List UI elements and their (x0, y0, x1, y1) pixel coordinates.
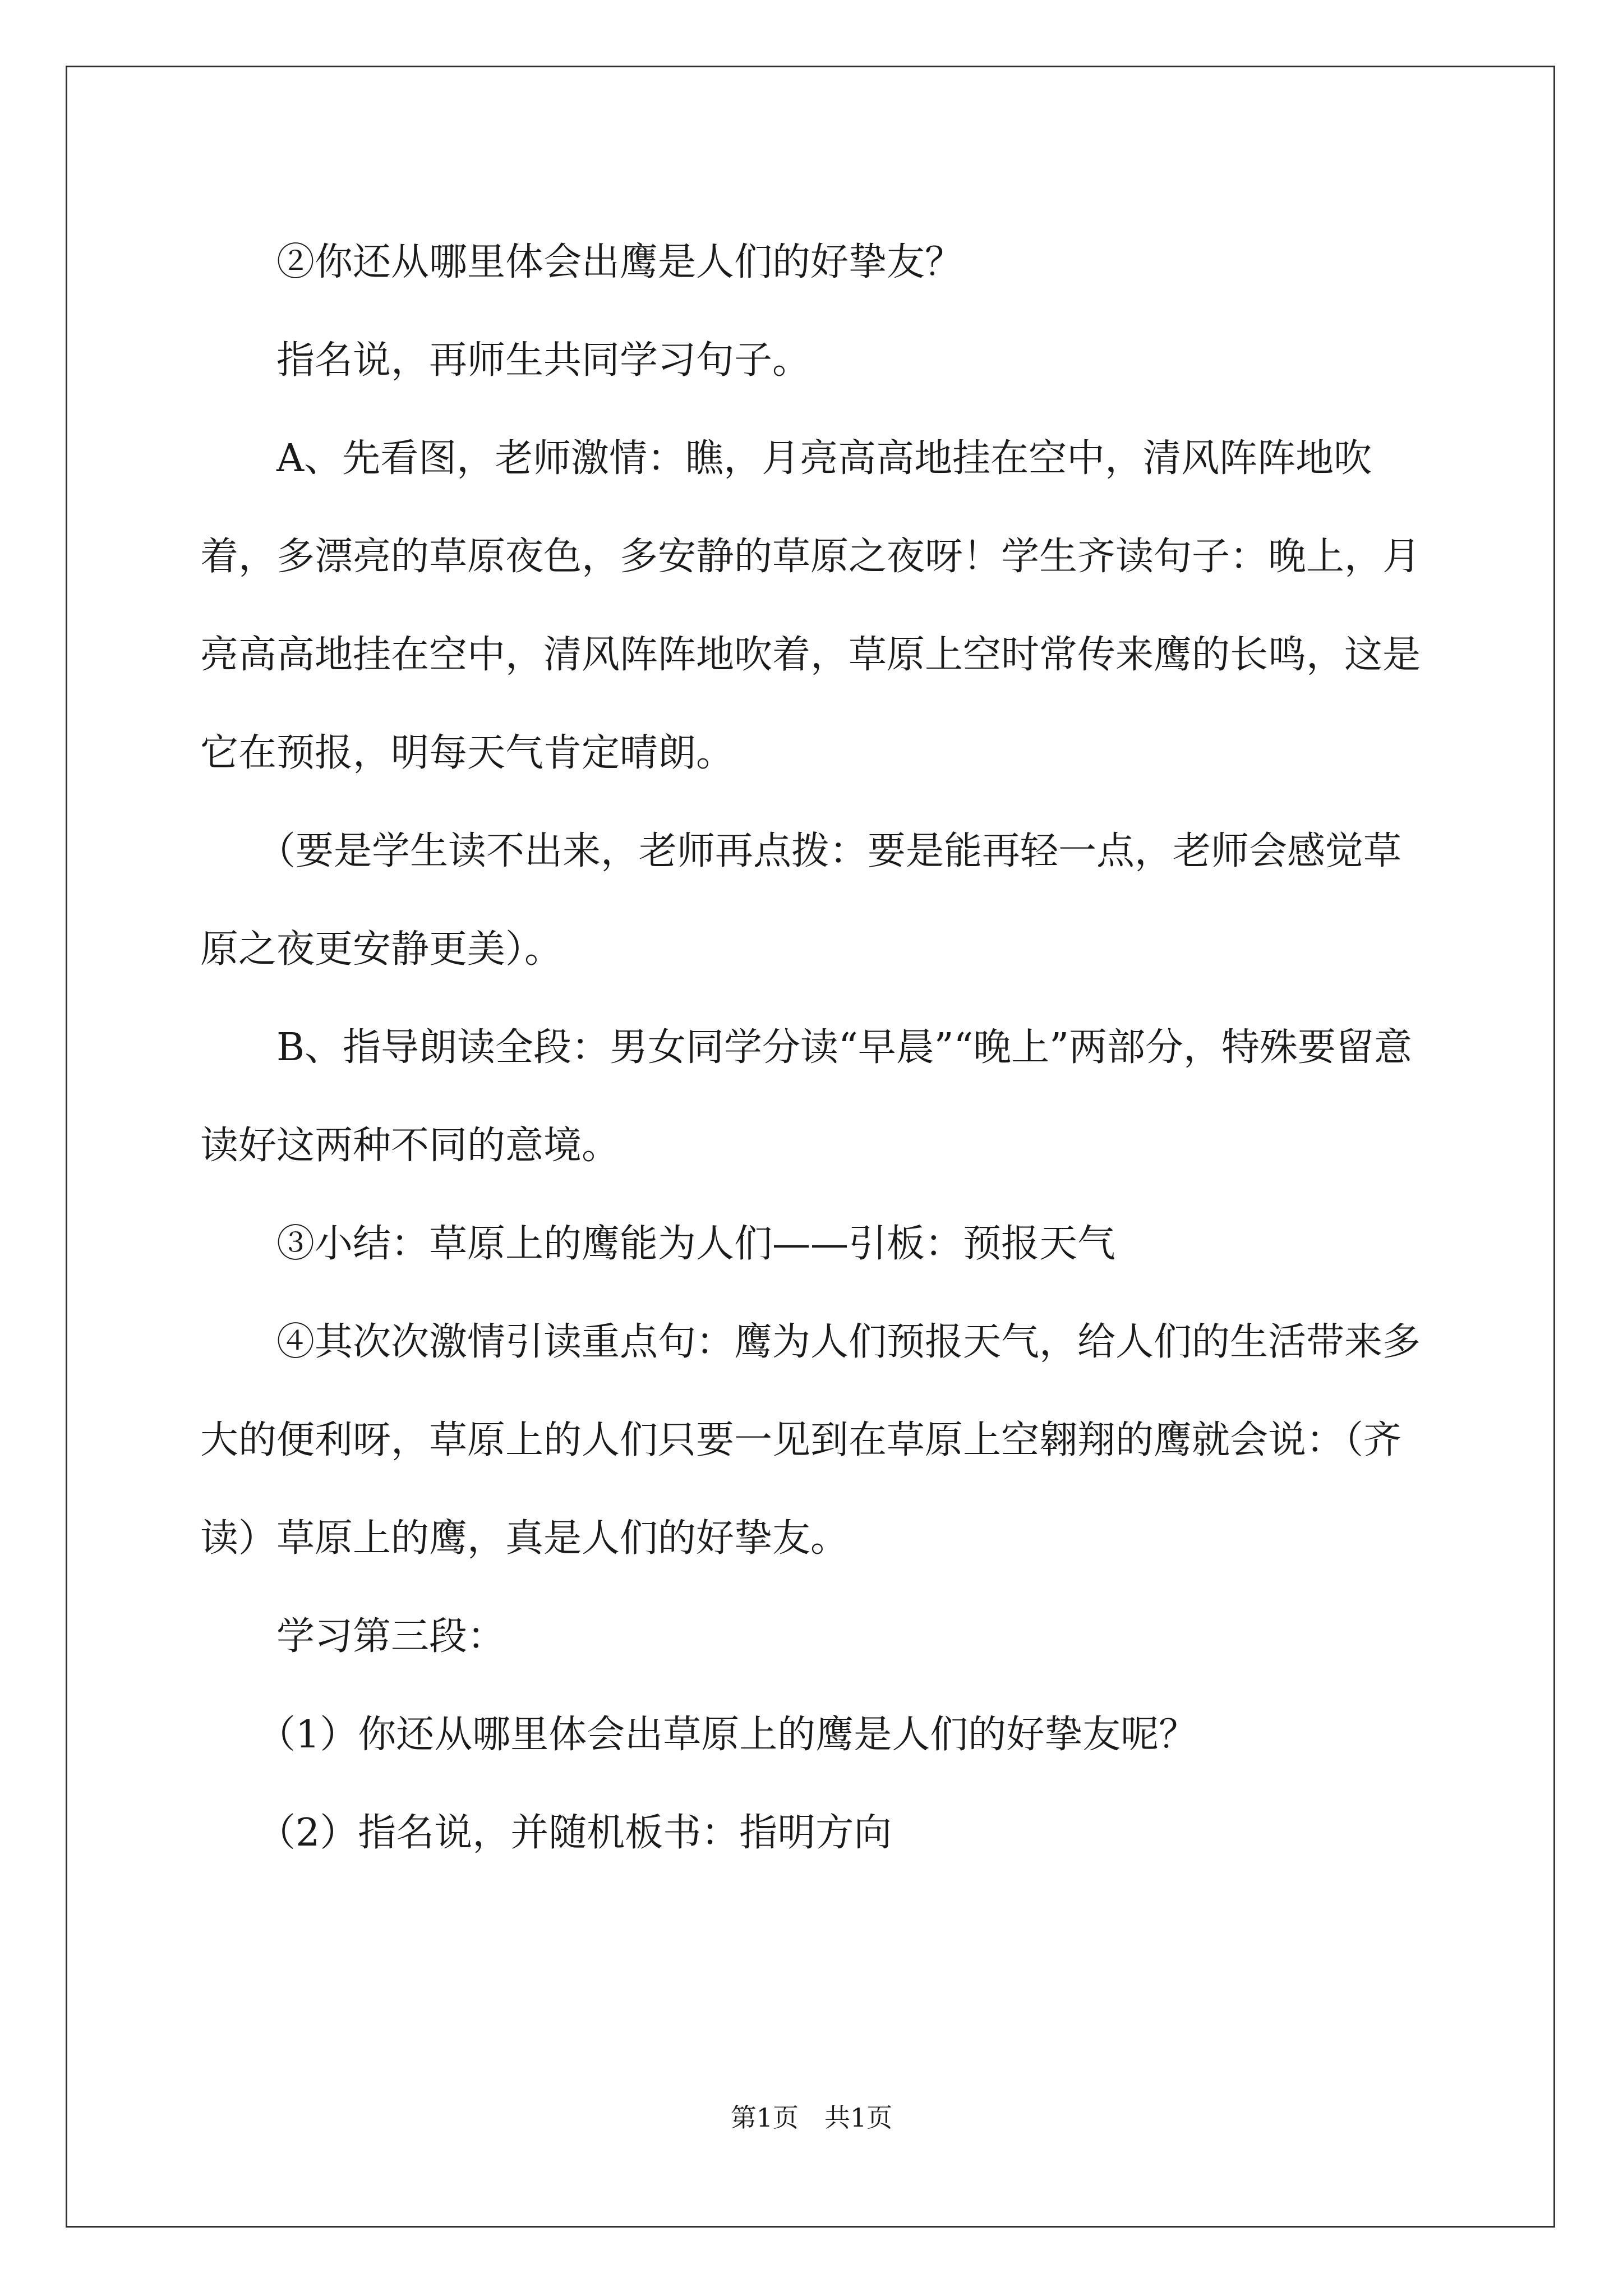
page-footer: 第1页 共1页 (730, 2102, 893, 2133)
document-body (200, 213, 1434, 1882)
paragraph-4: （要是学生读不出来，老师再点拨：要是能再轻一点，老师会感觉草原之夜更安静更美）。 (200, 829, 1402, 972)
paragraph-7: ④其次次激情引读重点句：鹰为人们预报天气，给人们的生活带来多大的便利呀，草原上的人们只要一见到在草原上空翱翔的鹰就会说：（齐读）草原上的鹰，真是人们的好挚友。 (200, 1320, 1421, 1561)
paragraph-2: 指名说，再师生共同学习句子。 (200, 338, 811, 383)
paragraph-6: ③小结：草原上的鹰能为人们——引板：预报天气 (200, 1222, 1116, 1266)
paragraph-5: B、指导朗读全段：男女同学分读“早晨”“晚上”两部分，特殊要留意读好这两种不同的意境。 (200, 1025, 1413, 1168)
paragraph-8: 学习第三段： (200, 1614, 506, 1659)
paragraph-3: A、先看图，老师激情：瞧，月亮高高地挂在空中，清风阵阵地吹着，多漂亮的草原夜色，多安静的草原之夜呀！学生齐读句子：晚上，月亮高高地挂在空中，清风阵阵地吹着，草原上空时常传来鹰的长鸣，这是它在预报，明每天气肯定晴朗。 (200, 436, 1421, 775)
paragraph-10: （2）指名说，并随机板书：指明方向 (200, 1811, 892, 1855)
paragraph-9: （1）你还从哪里体会出草原上的鹰是人们的好挚友呢？ (200, 1713, 1197, 1757)
paragraph-1: ②你还从哪里体会出鹰是人们的好挚友？ (200, 240, 963, 284)
